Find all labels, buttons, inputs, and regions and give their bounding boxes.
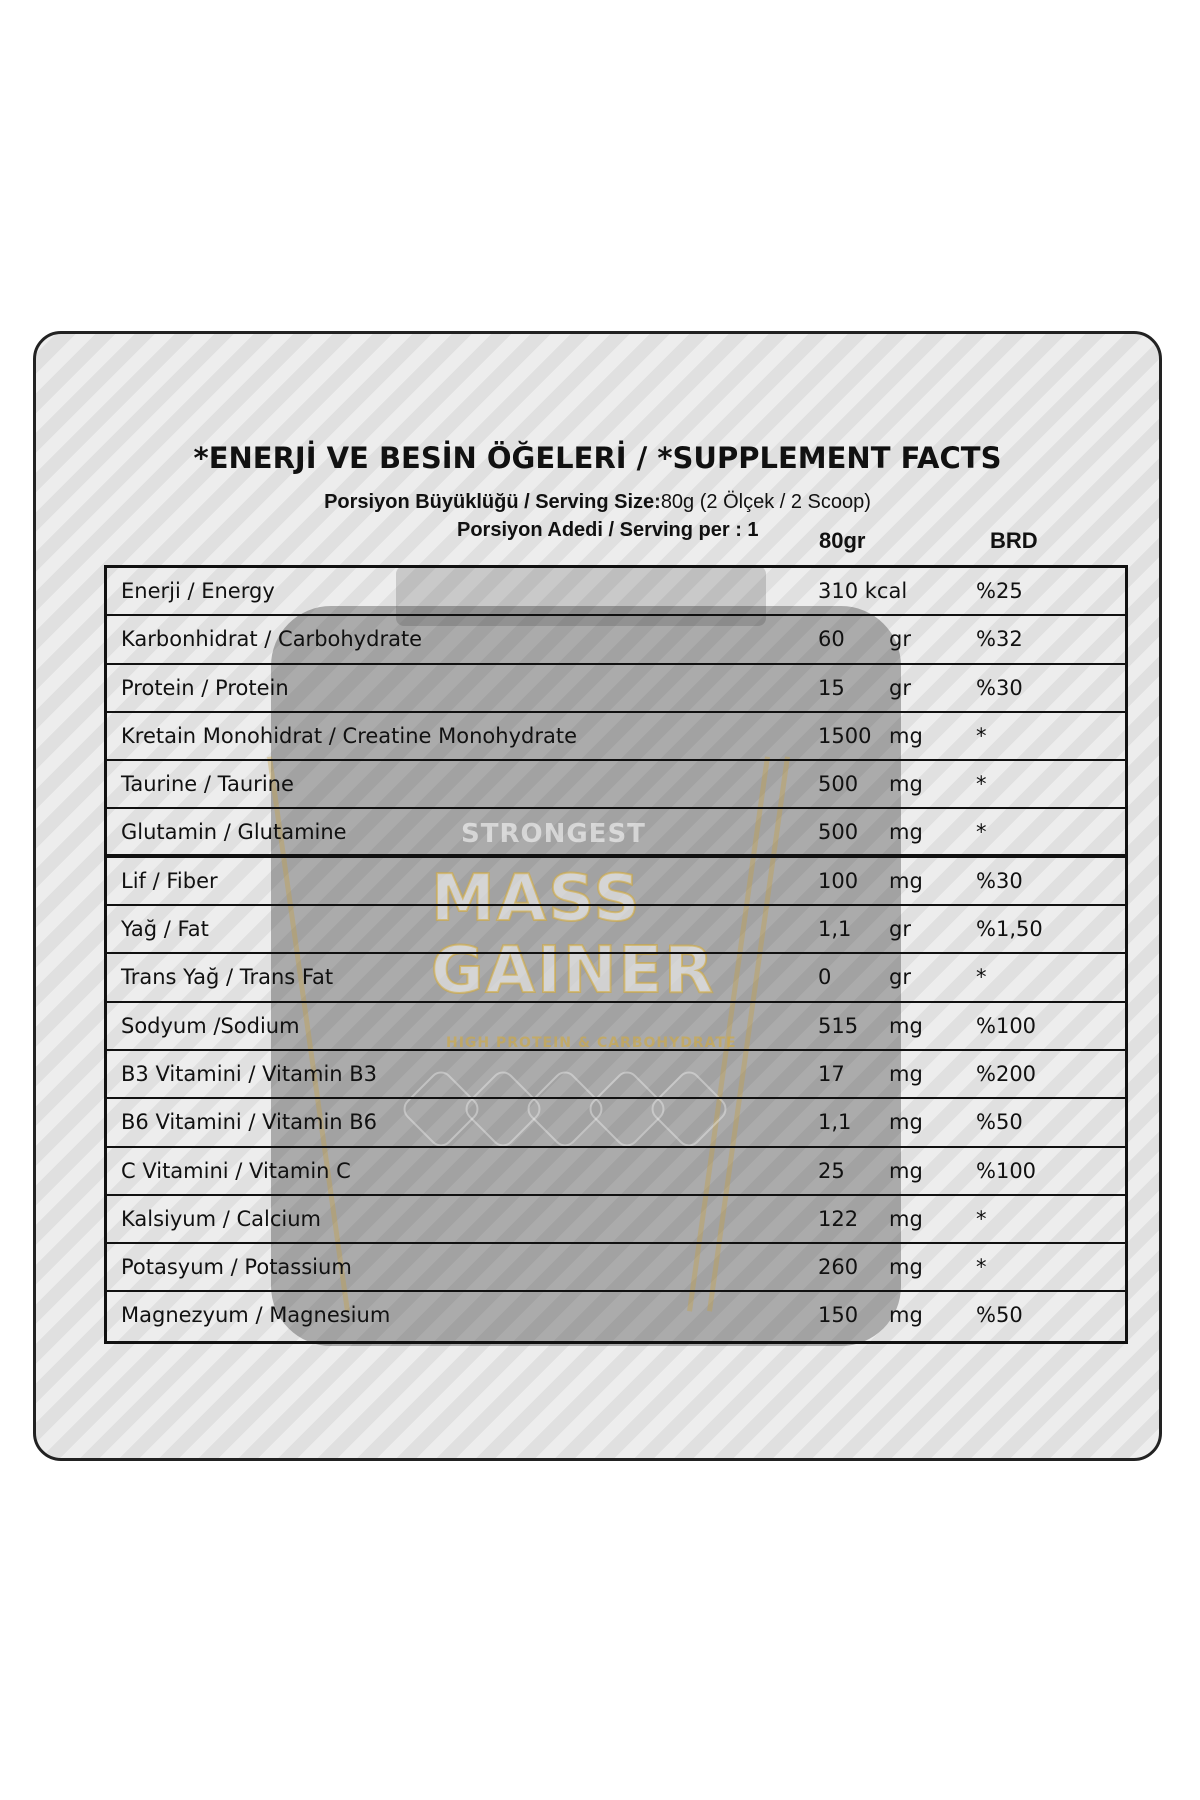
nutrient-unit: mg: [889, 1110, 923, 1135]
nutrient-amount: 1,1: [818, 917, 852, 942]
nutrient-unit: gr: [889, 965, 911, 990]
nutrient-amount: 310 kcal: [818, 579, 908, 603]
product-name-line1: MASS: [431, 862, 642, 936]
column-header-amount: 80gr: [819, 528, 866, 553]
nutrient-rdi: %25: [976, 579, 1023, 603]
nutrient-name: Protein / Protein: [121, 675, 289, 700]
nutrient-name: B3 Vitamini / Vitamin B3: [121, 1061, 378, 1086]
nutrient-rdi: %100: [976, 1013, 1037, 1038]
nutrient-amount: 17: [818, 1061, 845, 1086]
table-row: [107, 1003, 1125, 1051]
nutrient-rdi: *: [976, 820, 987, 845]
nutrient-name: Enerji / Energy: [121, 579, 275, 603]
nutrient-amount: 0: [818, 965, 832, 990]
nutrient-name: B6 Vitamini / Vitamin B6: [121, 1110, 378, 1135]
nutrient-amount: 1500: [818, 723, 872, 748]
nutrient-unit: mg: [889, 1303, 923, 1328]
nutrient-rdi: *: [976, 723, 987, 748]
nutrient-rdi: %50: [976, 1110, 1023, 1135]
table-row: [107, 616, 1125, 664]
nutrient-unit: mg: [889, 868, 923, 893]
table-row: [107, 665, 1125, 713]
nutrient-rdi: %32: [976, 627, 1023, 652]
serving-size: [36, 491, 1159, 514]
nutrient-unit: mg: [889, 772, 923, 797]
nutrient-unit: gr: [889, 917, 911, 942]
nutrient-amount: 515: [818, 1013, 859, 1038]
nutrient-name: Taurine / Taurine: [121, 772, 294, 797]
nutrient-amount: 1,1: [818, 1110, 852, 1135]
table-row: [107, 809, 1125, 857]
table-row: [107, 761, 1125, 809]
nutrient-unit: mg: [889, 1206, 923, 1231]
product-tagline: HIGH PROTEIN & CARBOHYDRATE: [446, 1035, 737, 1051]
nutrient-name: Potasyum / Potassium: [121, 1255, 352, 1280]
nutrition-table: [104, 565, 1128, 1344]
nutrient-unit: mg: [889, 1255, 923, 1280]
page-title: *ENERJİ VE BESİN ÖĞELERİ / *SUPPLEMENT FACTS: [193, 441, 1002, 475]
nutrient-rdi: *: [976, 1206, 987, 1231]
nutrient-unit: mg: [889, 1061, 923, 1086]
nutrient-rdi: *: [976, 772, 987, 797]
servings-per-container: Porsiyon Adedi / Serving per : 1: [457, 519, 759, 541]
nutrient-amount: 500: [818, 820, 859, 845]
nutrient-name: Sodyum /Sodium: [121, 1013, 300, 1038]
nutrient-unit: mg: [889, 723, 923, 748]
nutrient-rdi: *: [976, 965, 987, 990]
nutrient-amount: 500: [818, 772, 859, 797]
nutrient-amount: 15: [818, 675, 845, 700]
table-row: [107, 1051, 1125, 1099]
column-header-rdi: BRD: [990, 528, 1038, 553]
table-row: [107, 906, 1125, 954]
nutrient-name: Glutamin / Glutamine: [121, 820, 347, 845]
brand-logo: STRONGEST: [461, 819, 646, 849]
nutrient-unit: mg: [889, 1158, 923, 1183]
nutrient-rdi: %200: [976, 1061, 1037, 1086]
supplement-facts-card: [33, 331, 1162, 1461]
nutrient-name: Magnezyum / Magnesium: [121, 1303, 391, 1328]
serving-size-value: 80g (2 Ölçek / 2 Scoop): [660, 491, 871, 513]
nutrient-unit: gr: [889, 675, 911, 700]
nutrient-name: C Vitamini / Vitamin C: [121, 1158, 351, 1183]
table-row: [107, 1292, 1125, 1340]
nutrient-amount: 122: [818, 1206, 859, 1231]
nutrient-amount: 60: [818, 627, 845, 652]
nutrient-rdi: %30: [976, 868, 1023, 893]
nutrient-amount: 100: [818, 868, 859, 893]
nutrient-rdi: *: [976, 1255, 987, 1280]
product-name-line2: GAINER: [431, 934, 716, 1008]
nutrient-name: Lif / Fiber: [121, 868, 218, 893]
nutrient-rdi: %50: [976, 1303, 1023, 1328]
nutrient-amount: 150: [818, 1303, 859, 1328]
table-row: [107, 1099, 1125, 1147]
table-row: [107, 713, 1125, 761]
nutrient-rdi: %1,50: [976, 917, 1043, 942]
serving-size-label: Porsiyon Büyüklüğü / Serving Size:: [324, 491, 661, 513]
table-row: [107, 568, 1125, 616]
nutrient-name: Karbonhidrat / Carbohydrate: [121, 627, 423, 652]
table-row: [107, 1244, 1125, 1292]
nutrient-name: Kretain Monohidrat / Creatine Monohydrate: [121, 723, 577, 748]
nutrient-amount: 260: [818, 1255, 859, 1280]
nutrient-unit: mg: [889, 1013, 923, 1038]
nutrient-name: Yağ / Fat: [121, 917, 209, 942]
table-row: [107, 1148, 1125, 1196]
nutrient-name: Kalsiyum / Calcium: [121, 1206, 322, 1231]
table-row: [107, 954, 1125, 1002]
nutrient-unit: gr: [889, 627, 911, 652]
table-row: [107, 858, 1125, 906]
nutrient-amount: 25: [818, 1158, 845, 1183]
table-row: [107, 1196, 1125, 1244]
nutrient-name: Trans Yağ / Trans Fat: [121, 965, 334, 990]
nutrient-unit: mg: [889, 820, 923, 845]
nutrient-rdi: %100: [976, 1158, 1037, 1183]
nutrient-rdi: %30: [976, 675, 1023, 700]
